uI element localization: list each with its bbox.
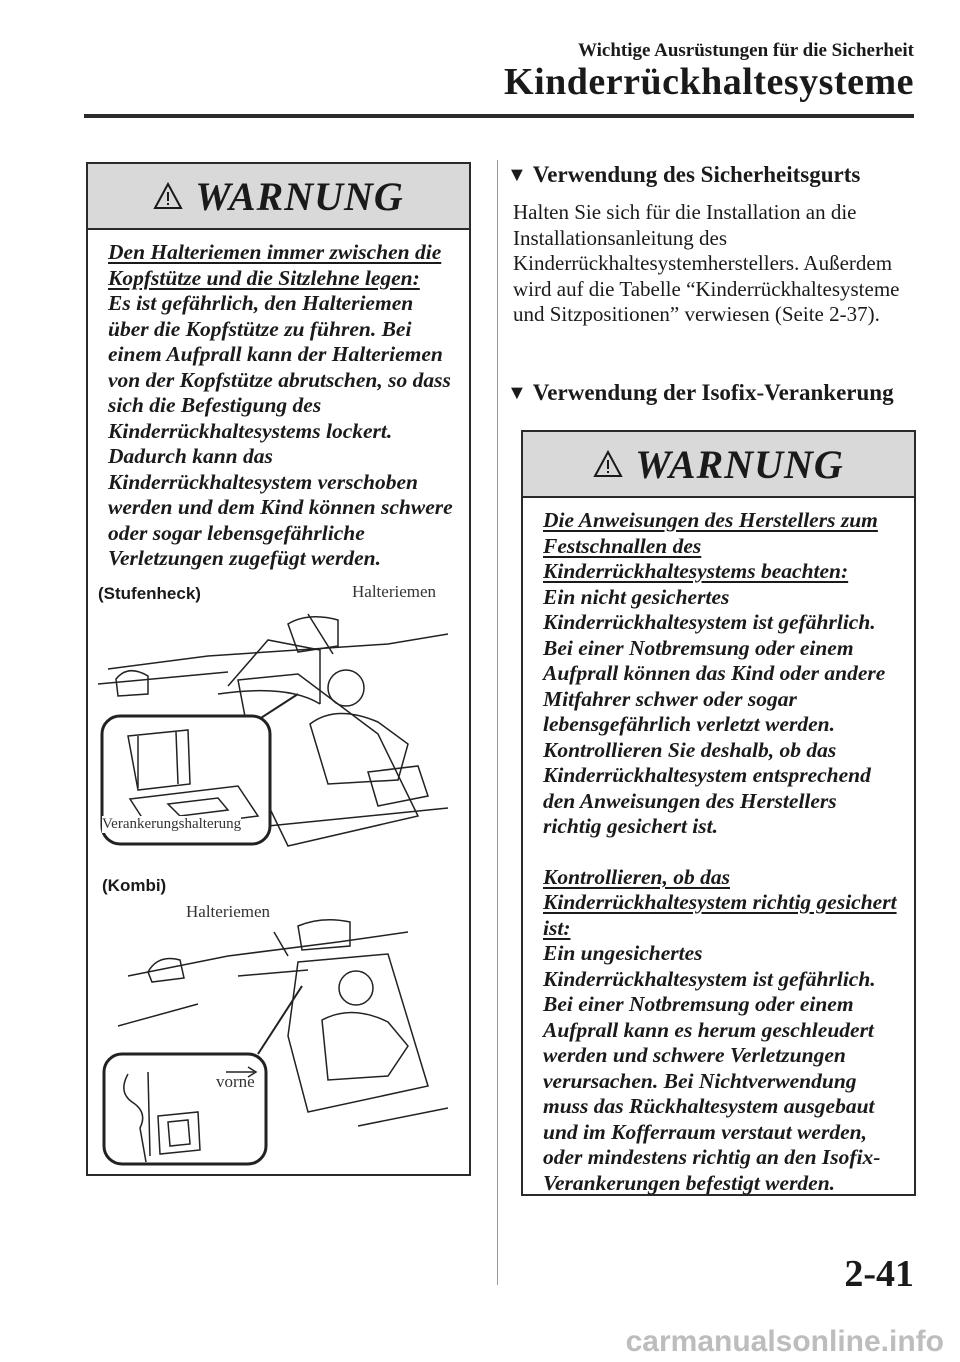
warning-heading: Kontrollieren, ob das Kinderrückhaltesystem richtig gesichert ist: (543, 864, 897, 940)
warning-heading: Die Anweisungen des Herstellers zum Festschnallen des Kinderrückhaltesystems beachten: (543, 508, 878, 583)
seatbelt-paragraph: Halten Sie sich für die Installation an die Installationsanleitung des Kinderrückhaltesystemherstellers. Außerdem wird auf die Tabelle “Kinderrückhaltesysteme und Sitzpositionen” verwiesen (Seite 2-37). (513, 200, 900, 326)
warning-text: Ein nicht gesichertes Kinderrückhaltesystem ist gefährlich. Bei einer Notbremsung oder einem Aufprall können das Kind oder andere Mitfahrer schwer oder sogar lebensgefährlich verletzt werden. Kontrollieren Sie deshalb, ob das Kinderrückhaltesystem entsprechend den Anweisungen des Herstellers richtig gesichert ist. (543, 584, 886, 838)
section-subtitle: Wichtige Ausrüstungen für die Sicherheit (577, 40, 914, 61)
warning-text: Ein ungesichertes Kinderrückhaltesystem ist gefährlich. Bei einer Notbremsung oder einem Aufprall kann es herum geschleudert werden und schwere Verletzungen verursachen. Bei Nichtverwendung muss das Rückhaltesystem ausgebaut und im Kofferraum verstaut werden, oder mindestens richtig an den Isofix-Verankerungen befestigt werden. (543, 941, 881, 1195)
triangle-bullet-icon: ▼ (507, 163, 527, 186)
page-number: 2-41 (844, 1253, 914, 1295)
page-title: Kinderrückhaltesysteme (504, 61, 914, 103)
seat-drawing (88, 876, 469, 1166)
section-heading-text: Verwendung der Isofix-Verankerung (532, 380, 894, 405)
warning-title: WARNUNG (195, 173, 404, 219)
warning-title: WARNUNG (635, 441, 844, 487)
label-strap: Halteriemen (352, 582, 437, 601)
triangle-bullet-icon: ▼ (507, 381, 527, 404)
label-anchor-bracket: Verankerungshalterung (102, 816, 242, 832)
section-heading-isofix (507, 380, 894, 406)
watermark: carmanualsonline.info (625, 1325, 944, 1358)
warning-text: Es ist gefährlich, den Halteriemen über die Kopfstütze zu führen. Bei einem Aufprall kann der Halteriemen von der Kopfstütze abrutschen, so dass sich die Befestigung des Kinderrückhaltesystems lockert. Dadurch kann das Kinderrückhaltesystem verschoben werden und dem Kind können schwere oder sogar lebensgefährliche Verletzungen zugefügt werden. (108, 291, 453, 570)
header-rule (84, 114, 914, 118)
sedan-tether-illustration (88, 584, 469, 874)
column-divider (497, 160, 498, 1285)
wagon-tether-illustration (88, 876, 469, 1166)
warning-header (523, 432, 914, 498)
left-warning-box (86, 162, 471, 1176)
label-strap: Halteriemen (186, 902, 271, 921)
illustration-caption: (Stufenheck) (98, 584, 201, 603)
section-heading-seatbelt (507, 162, 860, 188)
warning-triangle-icon (593, 450, 623, 478)
label-front: vorne (216, 1072, 255, 1091)
section-heading-text: Verwendung des Sicherheitsgurts (532, 162, 861, 187)
warning-body (88, 230, 469, 572)
warning-body (523, 498, 914, 1196)
right-warning-box (521, 430, 916, 1196)
warning-heading: Den Halteriemen immer zwischen die Kopfstütze und die Sitzlehne legen: (108, 240, 442, 290)
illustration-caption: (Kombi) (102, 876, 167, 895)
warning-header (88, 164, 469, 230)
warning-triangle-icon (153, 182, 183, 210)
